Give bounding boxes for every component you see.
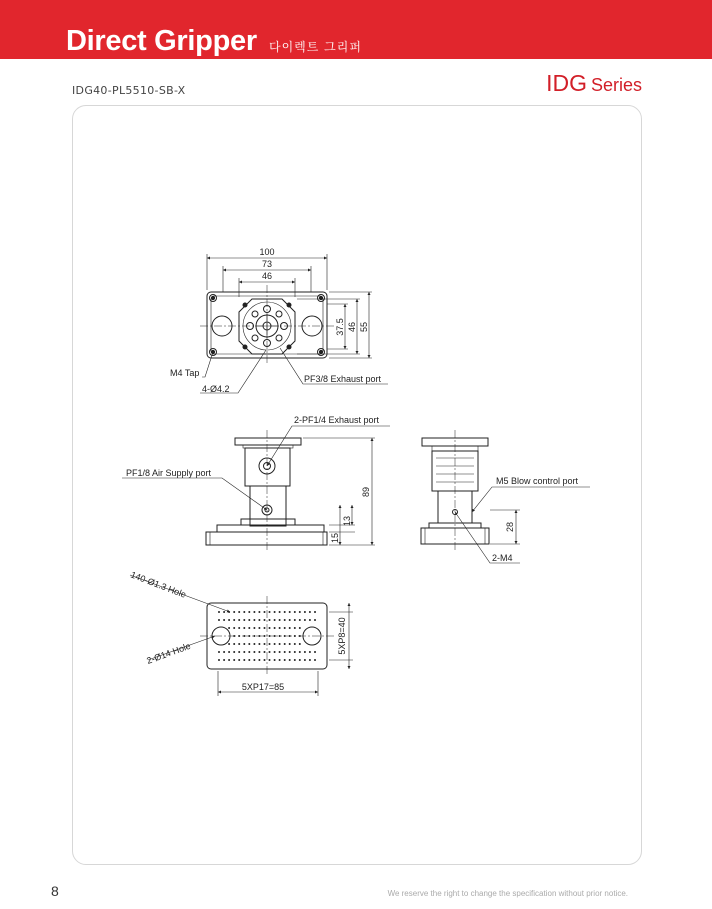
- grid-hole: [289, 643, 291, 645]
- grid-hole: [279, 619, 281, 621]
- grid-hole: [284, 635, 286, 637]
- grid-hole: [264, 627, 266, 629]
- front-view: [206, 430, 327, 552]
- grid-hole: [289, 619, 291, 621]
- grid-hole: [258, 651, 260, 653]
- grid-hole: [238, 635, 240, 637]
- dim-13: 13: [342, 515, 352, 527]
- grid-hole: [284, 659, 286, 661]
- model-code: IDG40-PL5510-SB-X: [72, 84, 186, 97]
- bottom-view: [200, 596, 334, 676]
- grid-hole: [258, 611, 260, 613]
- grid-hole: [279, 643, 281, 645]
- grid-hole: [253, 627, 255, 629]
- grid-hole: [274, 651, 276, 653]
- grid-hole: [279, 627, 281, 629]
- page-title: Direct Gripper: [66, 25, 257, 57]
- grid-hole: [258, 659, 260, 661]
- grid-hole: [269, 619, 271, 621]
- grid-hole: [243, 619, 245, 621]
- grid-hole: [294, 635, 296, 637]
- series-name: IDG: [546, 70, 587, 96]
- grid-hole: [228, 659, 230, 661]
- grid-hole: [253, 619, 255, 621]
- grid-hole: [233, 635, 235, 637]
- grid-hole: [274, 611, 276, 613]
- grid-hole: [248, 627, 250, 629]
- grid-hole: [294, 659, 296, 661]
- dim-5xp8-40: 5XP8=40: [337, 617, 347, 655]
- grid-hole: [243, 627, 245, 629]
- grid-hole: [274, 627, 276, 629]
- grid-hole: [299, 611, 301, 613]
- grid-hole: [309, 619, 311, 621]
- label-4-phi-4-2: 4-Ø4.2: [202, 384, 230, 394]
- grid-hole: [248, 635, 250, 637]
- grid-hole: [314, 619, 316, 621]
- grid-hole: [274, 643, 276, 645]
- grid-hole: [258, 627, 260, 629]
- dim-15: 15: [330, 532, 340, 544]
- grid-hole: [274, 659, 276, 661]
- grid-hole: [243, 643, 245, 645]
- grid-hole: [258, 635, 260, 637]
- grid-hole: [269, 659, 271, 661]
- dim-46: 46: [261, 271, 273, 281]
- grid-hole: [218, 611, 220, 613]
- grid-hole: [304, 619, 306, 621]
- grid-hole: [223, 619, 225, 621]
- grid-hole: [304, 651, 306, 653]
- grid-hole: [248, 651, 250, 653]
- dim-28: 28: [505, 521, 515, 533]
- grid-hole: [274, 619, 276, 621]
- label-2-m4: 2-M4: [492, 553, 513, 563]
- grid-hole: [279, 651, 281, 653]
- grid-hole: [299, 659, 301, 661]
- grid-hole: [314, 611, 316, 613]
- dim-100: 100: [259, 247, 275, 257]
- grid-hole: [253, 643, 255, 645]
- grid-hole: [238, 659, 240, 661]
- grid-hole: [218, 651, 220, 653]
- grid-hole: [269, 611, 271, 613]
- page-subtitle-korean: 다이렉트 그리퍼: [269, 40, 362, 54]
- grid-hole: [269, 627, 271, 629]
- grid-hole: [238, 611, 240, 613]
- grid-hole: [284, 651, 286, 653]
- grid-hole: [314, 651, 316, 653]
- grid-hole: [243, 659, 245, 661]
- grid-hole: [314, 659, 316, 661]
- series-suffix: Series: [590, 75, 642, 95]
- grid-hole: [223, 659, 225, 661]
- grid-hole: [299, 651, 301, 653]
- label-m5-blow-control: M5 Blow control port: [496, 476, 579, 486]
- grid-hole: [289, 611, 291, 613]
- grid-hole: [258, 643, 260, 645]
- grid-hole: [269, 651, 271, 653]
- label-pf14-exhaust: 2-PF1/4 Exhaust port: [294, 415, 380, 425]
- grid-hole: [233, 619, 235, 621]
- grid-hole: [294, 643, 296, 645]
- dim-37-5: 37.5: [335, 318, 345, 336]
- grid-hole: [294, 651, 296, 653]
- side-view: [421, 430, 489, 552]
- grid-hole: [269, 643, 271, 645]
- grid-hole: [279, 635, 281, 637]
- dim-73: 73: [261, 259, 273, 269]
- grid-hole: [289, 627, 291, 629]
- label-pf38-exhaust: PF3/8 Exhaust port: [304, 374, 382, 384]
- grid-hole: [279, 611, 281, 613]
- grid-hole: [228, 619, 230, 621]
- footer-notice: We reserve the right to change the specification without prior notice.: [387, 889, 628, 898]
- grid-hole: [253, 659, 255, 661]
- bottom-view-dimensions: [130, 575, 353, 696]
- label-2-phi-14-hole: 2-Ø14 Hole: [145, 640, 192, 666]
- grid-hole: [223, 611, 225, 613]
- grid-hole: [264, 643, 266, 645]
- grid-hole: [309, 651, 311, 653]
- grid-hole: [289, 635, 291, 637]
- dim-46-vertical: 46: [347, 321, 357, 333]
- grid-hole: [284, 643, 286, 645]
- grid-hole: [243, 651, 245, 653]
- grid-hole: [253, 651, 255, 653]
- side-view-dimensions: [455, 487, 590, 563]
- label-m4-tap: M4 Tap: [170, 368, 200, 378]
- grid-hole: [253, 635, 255, 637]
- grid-hole: [264, 659, 266, 661]
- label-140-holes: 140-Ø1.3 Hole: [129, 569, 188, 600]
- grid-hole: [294, 627, 296, 629]
- grid-hole: [233, 611, 235, 613]
- grid-hole: [309, 659, 311, 661]
- dim-89: 89: [361, 486, 371, 498]
- grid-hole: [243, 635, 245, 637]
- grid-hole: [233, 643, 235, 645]
- grid-hole: [258, 619, 260, 621]
- grid-hole: [279, 659, 281, 661]
- grid-hole: [228, 627, 230, 629]
- grid-hole: [253, 611, 255, 613]
- grid-hole: [248, 619, 250, 621]
- grid-hole: [233, 651, 235, 653]
- grid-hole: [284, 619, 286, 621]
- grid-hole: [289, 651, 291, 653]
- grid-hole: [304, 611, 306, 613]
- top-view: [200, 285, 334, 365]
- dim-55: 55: [359, 321, 369, 333]
- grid-hole: [248, 643, 250, 645]
- grid-hole: [264, 611, 266, 613]
- grid-hole: [299, 619, 301, 621]
- grid-hole: [238, 651, 240, 653]
- grid-hole: [223, 651, 225, 653]
- grid-hole: [299, 627, 301, 629]
- grid-hole: [218, 659, 220, 661]
- grid-hole: [238, 619, 240, 621]
- grid-hole: [294, 619, 296, 621]
- grid-hole: [228, 651, 230, 653]
- grid-hole: [304, 659, 306, 661]
- page-number: 8: [51, 883, 59, 899]
- grid-hole: [269, 635, 271, 637]
- grid-hole: [299, 643, 301, 645]
- grid-hole: [248, 659, 250, 661]
- grid-hole: [248, 611, 250, 613]
- grid-hole: [228, 643, 230, 645]
- grid-hole: [264, 619, 266, 621]
- grid-hole: [289, 659, 291, 661]
- grid-hole: [284, 611, 286, 613]
- grid-hole: [218, 619, 220, 621]
- grid-hole: [284, 627, 286, 629]
- grid-hole: [274, 635, 276, 637]
- grid-hole: [299, 635, 301, 637]
- dim-5xp17-85: 5XP17=85: [241, 682, 285, 692]
- grid-hole: [264, 635, 266, 637]
- grid-hole: [243, 611, 245, 613]
- grid-hole: [233, 659, 235, 661]
- grid-hole: [233, 627, 235, 629]
- grid-hole: [238, 643, 240, 645]
- grid-hole: [238, 627, 240, 629]
- label-pf18-air-supply: PF1/8 Air Supply port: [126, 468, 212, 478]
- grid-hole: [309, 611, 311, 613]
- grid-hole: [264, 651, 266, 653]
- grid-hole: [294, 611, 296, 613]
